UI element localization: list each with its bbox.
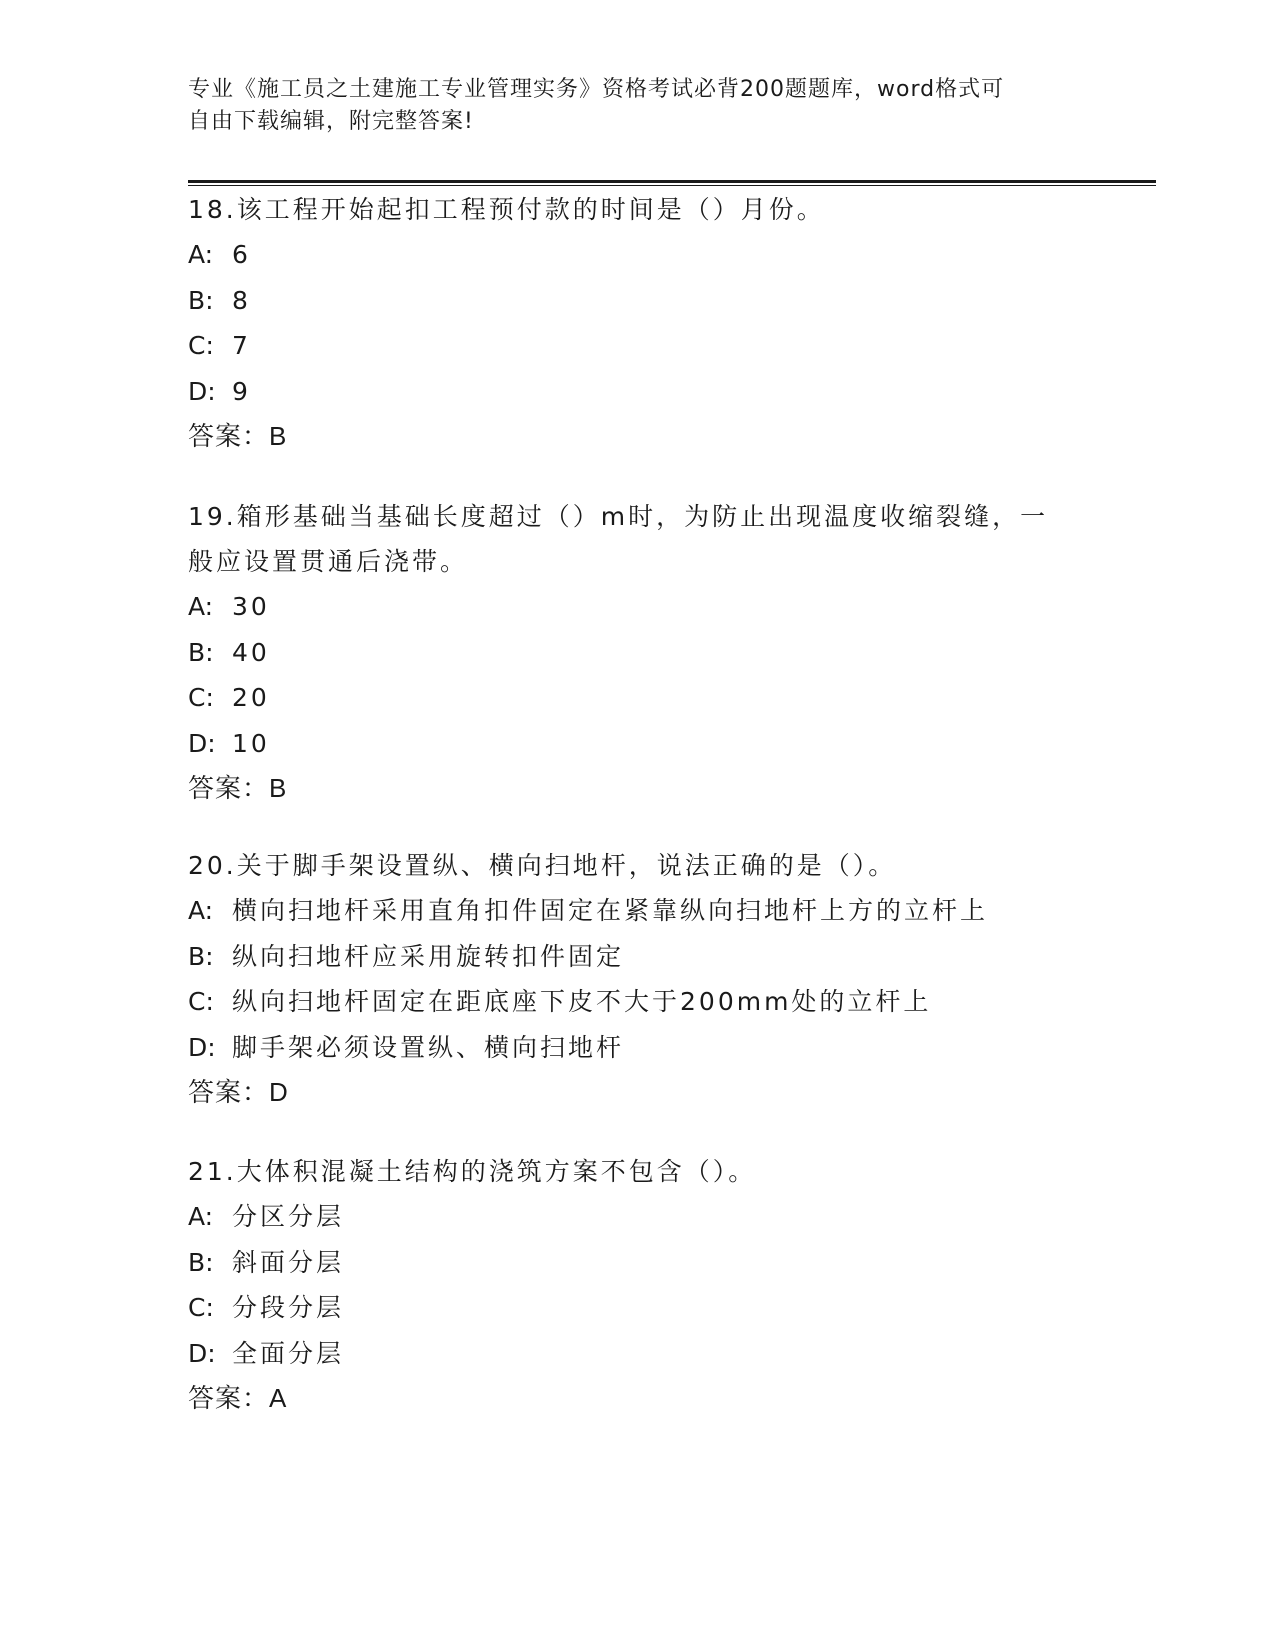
option-text: 斜面分层 [232, 1247, 345, 1277]
option-text: 脚手架必须设置纵、横向扫地杆 [232, 1032, 625, 1062]
option-letter: B: [188, 637, 214, 667]
option-d [188, 721, 1088, 767]
option-letter: B: [188, 941, 214, 971]
header-line-1: 专业《施工员之土建施工专业管理实务》资格考试必背200题题库，word格式可 [188, 77, 1005, 102]
question-stem-continued: 般应设置贯通后浇带。 [188, 547, 469, 576]
question-stem: 20.关于脚手架设置纵、横向扫地杆，说法正确的是（）。 [188, 851, 897, 880]
question-stem: 19.箱形基础当基础长度超过（）m时，为防止出现温度收缩裂缝，一 [188, 502, 1049, 531]
option-letter: A: [188, 1202, 214, 1231]
answer-label: 答案： [188, 422, 270, 452]
answer-label: 答案： [188, 1384, 270, 1414]
option-c [188, 979, 1088, 1025]
option-b [188, 630, 1088, 676]
option-letter: C: [188, 683, 214, 712]
option-text: 纵向扫地杆固定在距底座下皮不大于200mm处的立杆上 [232, 987, 932, 1016]
header-divider-thin [188, 185, 1156, 186]
question-19 [188, 494, 1088, 812]
option-a [188, 888, 1088, 934]
question-21 [188, 1149, 1088, 1422]
option-text: 纵向扫地杆应采用旋转扣件固定 [232, 941, 625, 971]
option-letter: A: [188, 592, 214, 621]
option-c [188, 675, 1088, 721]
question-stem: 21.大体积混凝土结构的浇筑方案不包含（）。 [188, 1157, 757, 1186]
option-d [188, 1331, 1088, 1377]
option-text: 横向扫地杆采用直角扣件固定在紧靠纵向扫地杆上方的立杆上 [232, 896, 989, 925]
answer-value: A [269, 1383, 288, 1413]
option-letter: C: [188, 987, 214, 1016]
option-a [188, 1194, 1088, 1240]
option-text: 全面分层 [232, 1338, 345, 1368]
answer-value: B [269, 421, 288, 451]
question-stem: 18.该工程开始起扣工程预付款的时间是（）月份。 [188, 195, 825, 224]
answer-line [188, 1070, 1088, 1116]
option-letter: B: [188, 285, 214, 315]
option-b [188, 934, 1088, 980]
option-text: 6 [232, 240, 251, 269]
answer-line [188, 414, 1088, 460]
option-text: 分区分层 [232, 1202, 345, 1231]
option-a [188, 584, 1088, 630]
option-c [188, 323, 1088, 369]
header-divider-thick [188, 180, 1156, 183]
option-text: 7 [232, 331, 251, 360]
document-header [188, 74, 1088, 138]
option-b [188, 278, 1088, 324]
option-letter: B: [188, 1247, 214, 1277]
option-text: 8 [232, 285, 251, 315]
question-20 [188, 843, 1088, 1116]
option-text: 30 [232, 592, 270, 621]
answer-value: B [269, 773, 288, 803]
option-a [188, 232, 1088, 278]
option-letter: D: [188, 1338, 216, 1368]
answer-label: 答案： [188, 1078, 270, 1108]
option-text: 40 [232, 637, 270, 667]
header-line-2: 自由下载编辑，附完整答案! [188, 109, 474, 134]
option-letter: D: [188, 376, 216, 406]
option-text: 分段分层 [232, 1293, 345, 1322]
answer-line [188, 766, 1088, 812]
option-letter: A: [188, 896, 214, 925]
option-letter: A: [188, 240, 214, 269]
option-text: 20 [232, 683, 270, 712]
option-text: 9 [232, 376, 251, 406]
option-text: 10 [232, 728, 270, 758]
answer-value: D [269, 1077, 289, 1107]
question-18 [188, 187, 1088, 460]
answer-label: 答案： [188, 774, 270, 804]
option-letter: D: [188, 1032, 216, 1062]
option-letter: C: [188, 331, 214, 360]
option-b [188, 1240, 1088, 1286]
option-d [188, 369, 1088, 415]
option-letter: C: [188, 1293, 214, 1322]
option-letter: D: [188, 728, 216, 758]
answer-line [188, 1376, 1088, 1422]
option-d [188, 1025, 1088, 1071]
option-c [188, 1285, 1088, 1331]
